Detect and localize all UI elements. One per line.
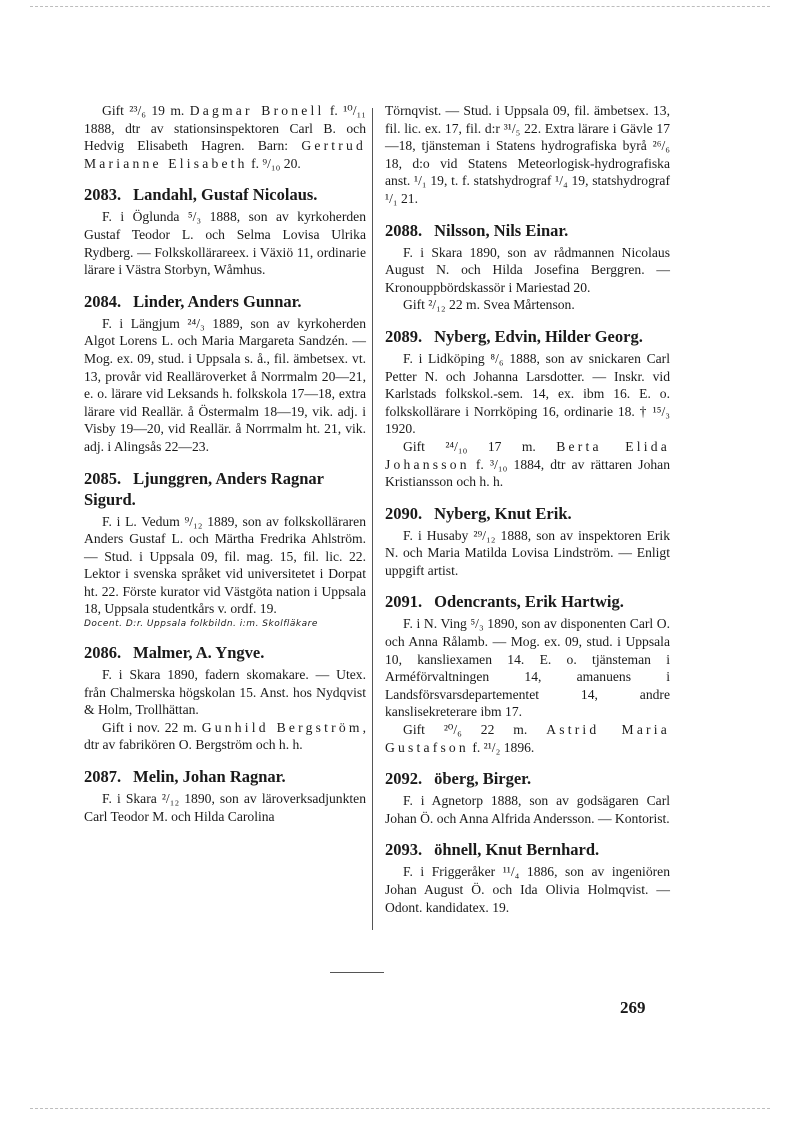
entry-name: Odencrants, Erik Hartwig. — [434, 592, 624, 612]
entry-2088 — [385, 220, 670, 314]
entry-body: F. i Skara ²/₁₂ 1890, son av läroverksadjunkten Carl Teodor M. och Hilda Carolina — [84, 791, 366, 824]
entry-name: Nyberg, Knut Erik. — [434, 503, 572, 523]
entry-body: F. i Husaby ²⁹/₁₂ 1888, son av inspektoren Erik N. och Maria Matilda Lovisa Lindström. — Enligt uppgift artist. — [385, 527, 670, 578]
entry-heading — [385, 839, 670, 860]
spouse-name: Gunhild Bergström — [201, 719, 363, 735]
entry-body: F. i L. Vedum ⁹/₁₂ 1889, son av folkskolläraren Anders Gustaf L. och Märtha Fredrika Ahlström. — Stud. i Uppsala 09, fil. mag. 15, fil. lic. 22. Lektor i svenska språket vid universitetet i Dorpat ht. 22. Förste kurator vid Västgöta nation i Uppsala 18, Uppsala studentkårs v. ordf. 19. — [84, 513, 366, 617]
entry-number: 2090. — [385, 503, 423, 523]
entry-2087-continuation — [385, 102, 670, 208]
entry-2084 — [84, 291, 366, 456]
marriage-text-a: Gift ²⁴/₁₀ 17 m. — [403, 438, 557, 454]
left-column — [84, 102, 366, 837]
entry-name: Linder, Anders Gunnar. — [133, 291, 302, 311]
entry-number: 2084. — [84, 291, 122, 311]
entry-body: F. i N. Ving ⁵/₃ 1890, son av disponenten Carl O. och Anna Rålamb. — Mog. ex. 09, stud. i Uppsala 10, kansliexamen 14. E. o. tjänsteman i Arméförvaltningen 14, amanuens i Landsförsvarsdepartementet 14, andre kanslisekreterare ibm 17. — [385, 616, 670, 720]
marriage-text-b: f. ³/₁₀ 1884, dtr av rättaren Johan Kristiansson och h. h. — [385, 456, 670, 490]
entry-number: 2086. — [84, 643, 122, 663]
entry-number: 2083. — [84, 185, 122, 205]
page-number: 269 — [620, 998, 646, 1017]
entry-heading — [385, 326, 670, 347]
spouse-name: Berta Elida Johansson — [385, 438, 670, 472]
entry-2093 — [385, 839, 670, 916]
entry-number: 2087. — [84, 767, 122, 787]
entry-number: 2085. — [84, 468, 122, 488]
entry-number: 2092. — [385, 769, 423, 789]
entry-name: Landahl, Gustaf Nicolaus. — [133, 185, 318, 205]
entry-heading — [84, 642, 366, 663]
entry-marriage — [385, 721, 670, 756]
entry-marriage: Gift ²/₁₂ 22 m. Svea Mårtenson. — [403, 297, 575, 313]
entry-number: 2089. — [385, 326, 423, 346]
intro-text-b: f. ¹⁰/₁₁ 1888, dtr av stationsinspektoren Carl B. och Hedvig Elisabeth Hagren. Barn: — [84, 103, 366, 154]
footer-rule — [330, 972, 384, 973]
right-column — [385, 102, 670, 928]
entry-2087 — [84, 766, 366, 825]
entry-heading — [84, 766, 366, 787]
entry-2086 — [84, 642, 366, 754]
entry-number: 2093. — [385, 840, 423, 860]
entry-name: Melin, Johan Ragnar. — [133, 767, 286, 787]
intro-text-c: f. ⁹/₁₀ 20. — [247, 155, 301, 171]
entry-marriage — [84, 719, 366, 754]
entry-heading — [84, 291, 366, 312]
top-edge-rule — [30, 6, 770, 7]
spouse-name: Astrid Maria Gustafson — [385, 722, 670, 755]
marriage-text-b: , dtr av fabrikören O. Bergström och h. h. — [84, 719, 366, 753]
entry-heading — [385, 220, 670, 241]
entry-body: Törnqvist. — Stud. i Uppsala 09, fil. ämbetsex. 13, fil. lic. ex. 17, fil. d:r ³¹/₅ 22. Extra lärare i Gävle 17—18, tjänsteman i Statens hydrografiska byrå ²⁶/₆ 18, d:o vid Statens Meteorlogisk-hydrografiska anst. ¹/₁ 19, t. f. statshydrograf ¹/₄ 19, statshydrograf ¹/₁ 21. — [385, 103, 670, 206]
bottom-edge-rule — [30, 1108, 770, 1109]
entry-heading — [385, 591, 670, 612]
entry-name: Nyberg, Edvin, Hilder Georg. — [434, 326, 643, 346]
handwritten-annotation: Docent. D:r. Uppsala folkbildn. i:m. Skolfläkare — [84, 619, 318, 630]
entry-number: 2088. — [385, 220, 423, 240]
entry-2085 — [84, 468, 366, 631]
entry-name: Nilsson, Nils Einar. — [434, 220, 569, 240]
entry-2092 — [385, 768, 670, 827]
entry-name: Malmer, A. Yngve. — [133, 643, 265, 663]
entry-heading — [84, 184, 366, 205]
entry-name: öhnell, Knut Bernhard. — [434, 840, 600, 860]
entry-name: Ljunggren, Anders Ragnar Sigurd. — [84, 468, 324, 509]
entry-marriage — [385, 438, 670, 491]
entry-heading — [84, 468, 366, 510]
marriage-text-a: Gift i nov. 22 m. — [102, 719, 202, 735]
column-divider — [372, 108, 373, 930]
entry-2091 — [385, 591, 670, 756]
entry-body: F. i Öglunda ⁵/₃ 1888, son av kyrkoherden Gustaf Teodor L. och Selma Lovisa Ulrika Rydberg. — Folkskollärareex. i Växiö 11, ordinarie lärare i Västra Storbyn, Wåmhus. — [84, 209, 366, 278]
entry-body: F. i Längjum ²⁴/₃ 1889, son av kyrkoherden Algot Lorens L. och Maria Margareta Sandzén. — Mog. ex. 09, stud. i Uppsala s. å., fil. ämbetsex. vt. 13, provår vid Realläroverket å Norrmalm 20—21, e. o. lärare vid Leksands h. folkskola 17—18, extra lärare vid Reallär. å Östermalm 18—19, vik. adj. i Visby 19—20, vid Reallär. å Norrmalm ht. 21, vik. adj. i Alingsås 22—23. — [84, 315, 366, 454]
entry-body: F. i Lidköping ⁸/₆ 1888, son av snickaren Carl Petter N. och Johanna Larsdotter. — Inskr. vid Karlstads folkskol.-sem. 14, ex. ibm 16. E. o. folkskollärare i Norrköping 16, ordinarie 18. † ¹⁵/₃ 1920. — [385, 350, 670, 437]
spouse-name: Dagmar Bronell — [189, 103, 325, 118]
entry-body: F. i Skara 1890, son av rådmannen Nicolaus August N. och Hilda Josefina Berggren. — Kronouppbördskassör i Mariestad 20. — [385, 244, 670, 295]
entry-body: F. i Agnetorp 1888, son av godsägaren Carl Johan Ö. och Anna Alfrida Andersson. — Kontorist. — [385, 793, 670, 826]
marriage-text-a: Gift ²⁰/₆ 22 m. — [403, 722, 547, 738]
intro-continuation — [84, 102, 366, 172]
entry-2090 — [385, 503, 670, 580]
entry-2083 — [84, 184, 366, 278]
intro-text-a: Gift ²³/₆ 19 m. — [102, 103, 190, 118]
entry-body: F. i Friggeråker ¹¹/₄ 1886, son av ingeniören Johan August Ö. och Ida Olivia Holmqvist. — Odont. kandidatex. 19. — [385, 864, 670, 915]
child-name: Gertrud Marianne Elisabeth — [84, 138, 366, 171]
entry-heading — [385, 768, 670, 789]
entry-name: öberg, Birger. — [434, 769, 532, 789]
entry-number: 2091. — [385, 592, 423, 612]
marriage-text-b: f. ²¹/₂ 1896. — [468, 739, 535, 755]
entry-heading — [385, 503, 670, 524]
entry-body: F. i Skara 1890, fadern skomakare. — Utex. från Chalmerska högskolan 15. Anst. hos Nydqvist & Holm, Trollhättan. — [84, 667, 366, 718]
entry-2089 — [385, 326, 670, 491]
